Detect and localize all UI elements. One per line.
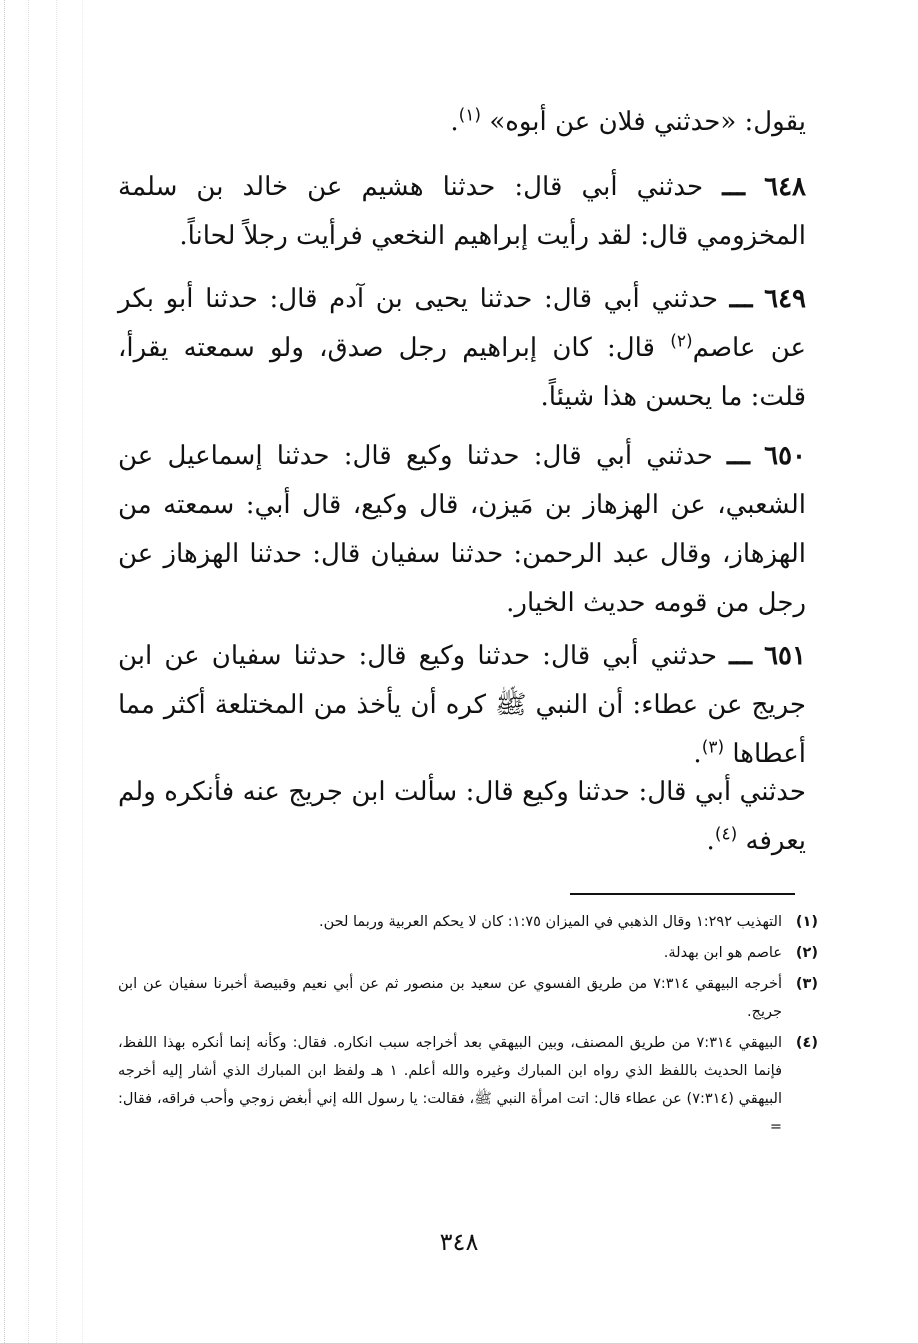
narration-650 (118, 432, 806, 628)
narration-dash: ـــ (727, 441, 750, 471)
footnote-separator (570, 893, 795, 895)
narration-text-cont: قال: كان إبراهيم رجل صدق، ولو سمعته يقرأ، قلت: ما يحسن هذا شيئاً. (118, 333, 806, 412)
narration-end: . (706, 826, 715, 856)
footnote-text: البيهقي ٧:٣١٤ من طريق المصنف، وبين البيهقي بعد أخراجه سبب انكاره. فقال: وكأنه إنما أنكره بهذا اللفظ، فإنما الحديث باللفظ الذي رواه ابن المبارك وغيره والله أعلم. ١ هـ ولفظ ابن المبارك الذي أشار إليه أخرجه البيهقي (٧:٣١٤) عن عطاء قال: اتت امرأة النبي ﷺ، فقالت: يا رسول الله إني أبغض زوجي وأحب فراقه، فقال: = (118, 1035, 782, 1135)
narration-continuation (118, 768, 806, 866)
footnote-ref[interactable]: (٢) (670, 331, 693, 352)
footnote-item (118, 970, 818, 1026)
footnote-text: عاصم هو ابن بهدلة. (663, 945, 782, 961)
footnote-text: التهذيب ١:٢٩٢ وقال الذهبي في الميزان ١:٧٥: كان لا يحكم العربية وربما لحن. (318, 914, 782, 930)
narration-649 (118, 275, 806, 422)
scan-edge-line (82, 0, 83, 1343)
footnote-ref[interactable]: (٣) (701, 737, 725, 758)
narration-text: حدثني أبي قال: حدثنا يحيى بن آدم قال: حدثنا أبو بكر عن عاصم (118, 284, 807, 363)
footnote-mark: (٤) (795, 1035, 818, 1051)
narration-text: حدثني أبي قال: حدثنا وكيع قال: حدثنا سفيان عن ابن جريج عن عطاء: أن النبي ﷺ كره أن يأخذ من المختلعة أكثر مما أعطاها (118, 641, 806, 769)
narration-end: . (693, 739, 702, 769)
narration-651 (118, 632, 806, 779)
narration-number: ٦٤٨ (764, 172, 807, 202)
narration-dash: ـــ (729, 641, 752, 671)
intro-end: . (450, 107, 459, 137)
narration-text: حدثني أبي قال: حدثنا هشيم عن خالد بن سلمة المخزومي قال: لقد رأيت إبراهيم النخعي فرأيت رجلاً لحاناً. (118, 172, 806, 251)
footnotes (118, 908, 818, 1144)
narration-number: ٦٥١ (764, 641, 806, 671)
intro-text: يقول: «حدثني فلان عن أبوه» (489, 107, 806, 137)
footnote-item (118, 939, 818, 967)
footnote-ref[interactable]: (١) (458, 105, 482, 126)
scan-edge-line (28, 0, 29, 1343)
narration-number: ٦٤٩ (764, 284, 807, 314)
footnote-mark: (٢) (795, 945, 818, 961)
footnote-mark: (١) (795, 914, 818, 930)
narration-dash: ـــ (722, 172, 746, 202)
page-number: ٣٤٨ (439, 1228, 479, 1256)
intro-paragraph (118, 98, 806, 147)
narration-text: حدثني أبي قال: حدثنا وكيع قال: حدثنا إسماعيل عن الشعبي، عن الهزهاز بن مَيزن، قال وكيع، قال أبي: سمعته من الهزهاز، وقال عبد الرحمن: حدثنا سفيان قال: حدثنا الهزهاز عن رجل من قومه حديث الخيار. (118, 441, 806, 618)
scan-edge-line (56, 0, 57, 1343)
narration-number: ٦٥٠ (764, 441, 807, 471)
narration-648 (118, 163, 806, 261)
scan-edge-line (4, 0, 5, 1343)
footnote-mark: (٣) (795, 976, 818, 992)
footnote-text: أخرجه البيهقي ٧:٣١٤ من طريق الفسوي عن سعيد بن منصور ثم عن أبي نعيم وقبيصة أخبرنا سفيان عن ابن جريج. (118, 976, 783, 1020)
narration-text: حدثني أبي قال: حدثنا وكيع قال: سألت ابن جريج عنه فأنكره ولم يعرفه (118, 777, 806, 856)
footnote-item (118, 1029, 818, 1141)
narration-dash: ـــ (729, 284, 753, 314)
footnote-item (118, 908, 818, 936)
footnote-ref[interactable]: (٤) (714, 824, 738, 845)
